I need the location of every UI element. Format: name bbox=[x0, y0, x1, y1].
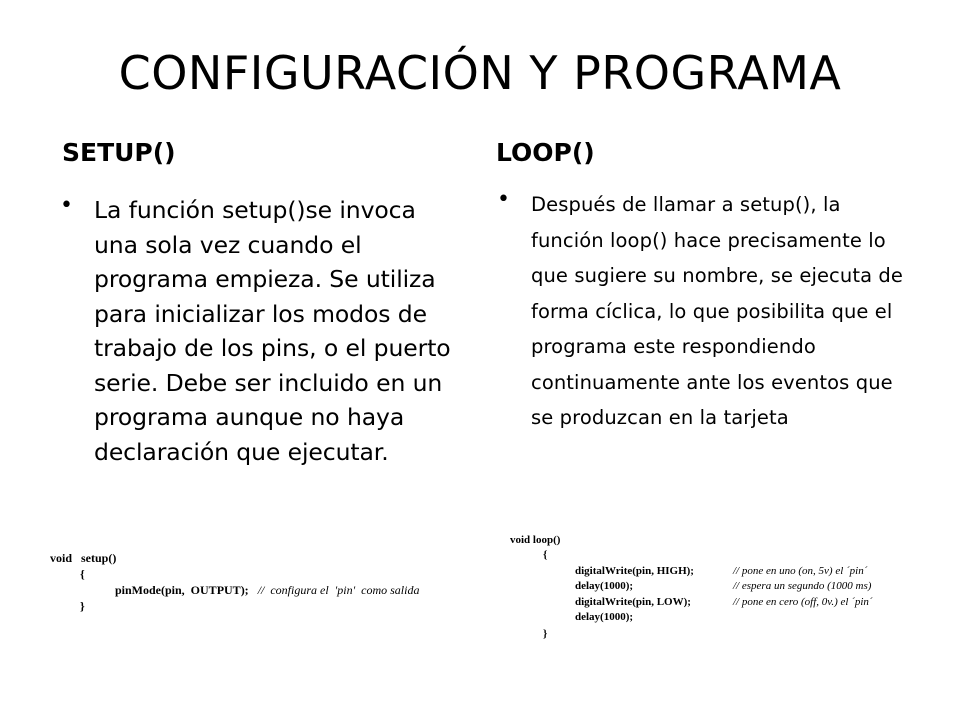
loop-code-line-5-code: digitalWrite(pin, LOW); bbox=[575, 596, 691, 608]
setup-bullet bbox=[60, 193, 460, 469]
slide-title: CONFIGURACIÓN Y PROGRAMA bbox=[118, 46, 842, 100]
setup-code-line-2: { bbox=[80, 567, 85, 581]
bullet-icon: • bbox=[60, 193, 73, 218]
loop-code-line-4-comment: // espera un segundo (1000 ms) bbox=[733, 580, 872, 592]
loop-code-line-1: void loop() bbox=[510, 534, 561, 546]
loop-bullet-text: Después de llamar a setup(), la función loop() hace precisamente lo que sugiere su nombre, se ejecuta de forma cíclica, lo que posibilita que el programa este respondiendo continuamente ante los eventos que se produzcan en la tarjeta bbox=[531, 193, 904, 429]
loop-code-line-7: } bbox=[543, 628, 548, 640]
setup-code-statement: pinMode(pin, OUTPUT); bbox=[115, 583, 249, 597]
setup-code-comment: // configura el 'pin' como salida bbox=[257, 583, 420, 597]
bullet-icon: • bbox=[497, 187, 510, 212]
setup-bullet-text: La función setup()se invoca una sola vez cuando el programa empieza. Se utiliza para inicializar los modos de trabajo de los pins, o el puerto serie. Debe ser incluido en un programa aunque no haya declaración que ejecutar. bbox=[94, 196, 451, 466]
loop-bullet bbox=[497, 187, 905, 436]
setup-code-line-4: } bbox=[80, 599, 85, 613]
loop-heading: LOOP() bbox=[496, 138, 595, 167]
setup-code-line-3 bbox=[115, 583, 419, 598]
loop-code-line-3-code: digitalWrite(pin, HIGH); bbox=[575, 565, 694, 577]
loop-code-line-3-comment: // pone en uno (on, 5v) el ´pin´ bbox=[733, 565, 868, 577]
setup-code-line-1: void setup() bbox=[50, 551, 117, 565]
loop-code-line-2: { bbox=[543, 549, 548, 561]
setup-heading: SETUP() bbox=[62, 138, 176, 167]
loop-code-line-4-code: delay(1000); bbox=[575, 580, 634, 592]
loop-code-line-5-comment: // pone en cero (off, 0v.) el ´pin´ bbox=[733, 596, 873, 608]
loop-code-line-6: delay(1000); bbox=[575, 611, 634, 623]
